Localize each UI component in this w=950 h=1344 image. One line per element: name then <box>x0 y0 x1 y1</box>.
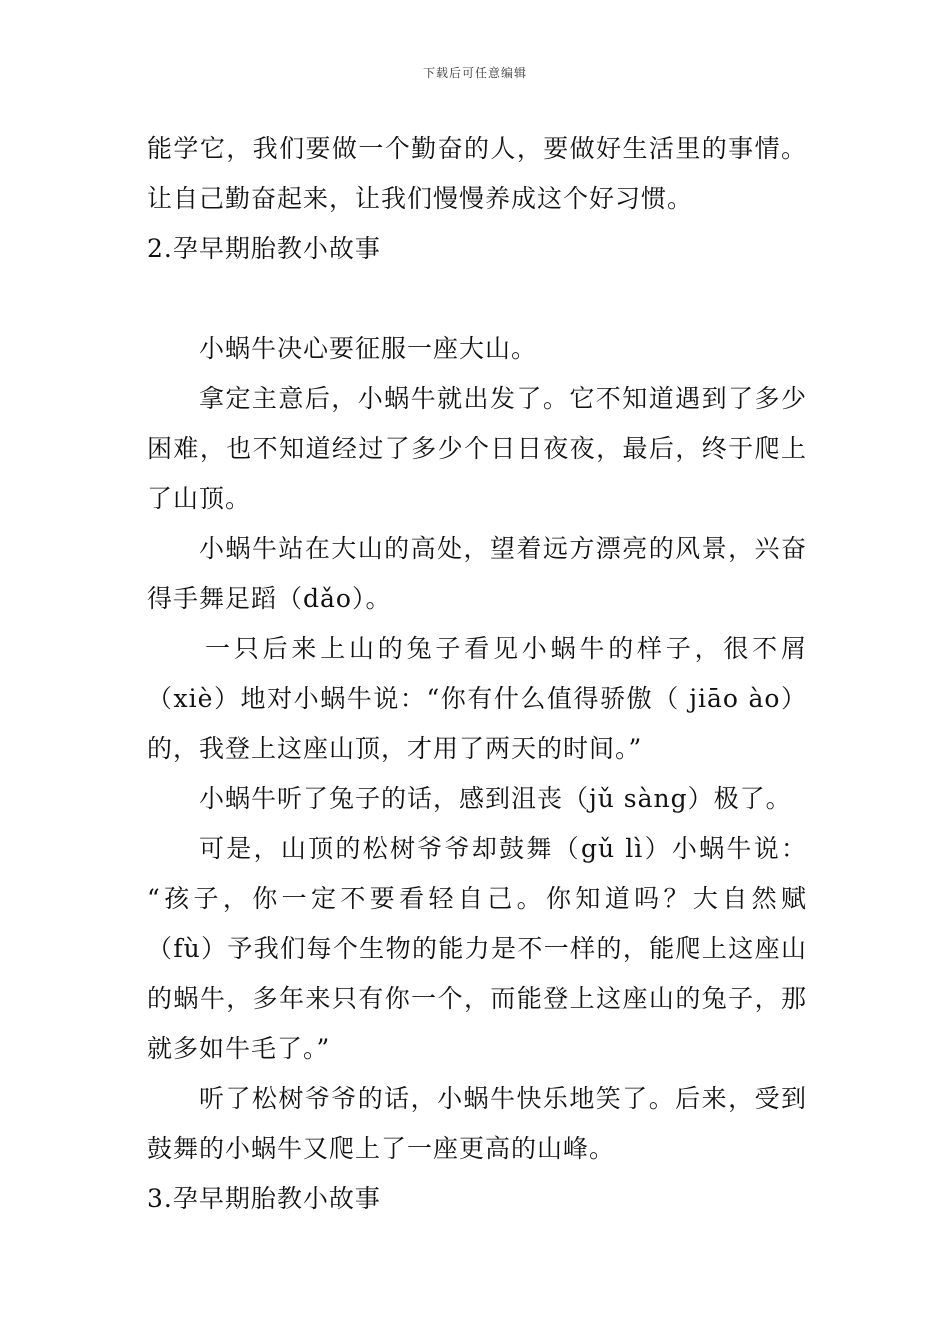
paragraph-line: 小蜗牛听了兔子的话，感到沮丧（jǔ sàng）极了。 <box>199 784 792 813</box>
paragraph-line: 了山顶。 <box>147 484 252 513</box>
section-heading: 3.孕早期胎教小故事 <box>147 1184 381 1213</box>
blank-line <box>147 274 807 324</box>
paragraph-line: 一只后来上山的兔子看见小蜗牛的样子，很不屑 <box>205 634 807 663</box>
paragraph-line: 让自己勤奋起来，让我们慢慢养成这个好习惯。 <box>147 184 694 213</box>
paragraph-line: 拿定主意后，小蜗牛就出发了。它不知道遇到了多少 <box>199 384 807 413</box>
paragraph-line: 困难，也不知道经过了多少个日日夜夜，最后，终于爬上 <box>147 434 807 463</box>
paragraph-line: 得手舞足蹈（dǎo）。 <box>147 584 392 613</box>
paragraph-line: 鼓舞的小蜗牛又爬上了一座更高的山峰。 <box>147 1134 616 1163</box>
paragraph-line: “孩子，你一定不要看轻自己。你知道吗？大自然赋 <box>147 884 807 913</box>
paragraph-line: 小蜗牛决心要征服一座大山。 <box>199 334 538 363</box>
section-heading: 2.孕早期胎教小故事 <box>147 234 381 263</box>
document-body <box>147 124 807 1224</box>
paragraph-line: （xiè）地对小蜗牛说：“你有什么值得骄傲（ jiāo ào） <box>147 684 807 713</box>
paragraph-line: 的蜗牛，多年来只有你一个，而能登上这座山的兔子，那 <box>147 984 807 1013</box>
paragraph-line: 能学它，我们要做一个勤奋的人，要做好生活里的事情。 <box>147 134 807 163</box>
paragraph-line: 听了松树爷爷的话，小蜗牛快乐地笑了。后来，受到 <box>199 1084 807 1113</box>
paragraph-line: 可是，山顶的松树爷爷却鼓舞（gǔ lì）小蜗牛说： <box>199 834 807 863</box>
paragraph-line: 就多如牛毛了。” <box>147 1034 331 1063</box>
page-header: 下载后可任意编辑 <box>422 66 527 80</box>
paragraph-line: 的，我登上这座山顶，才用了两天的时间。” <box>147 734 643 763</box>
paragraph-line: （fù）予我们每个生物的能力是不一样的，能爬上这座山 <box>147 934 807 963</box>
paragraph-line: 小蜗牛站在大山的高处，望着远方漂亮的风景，兴奋 <box>199 534 807 563</box>
